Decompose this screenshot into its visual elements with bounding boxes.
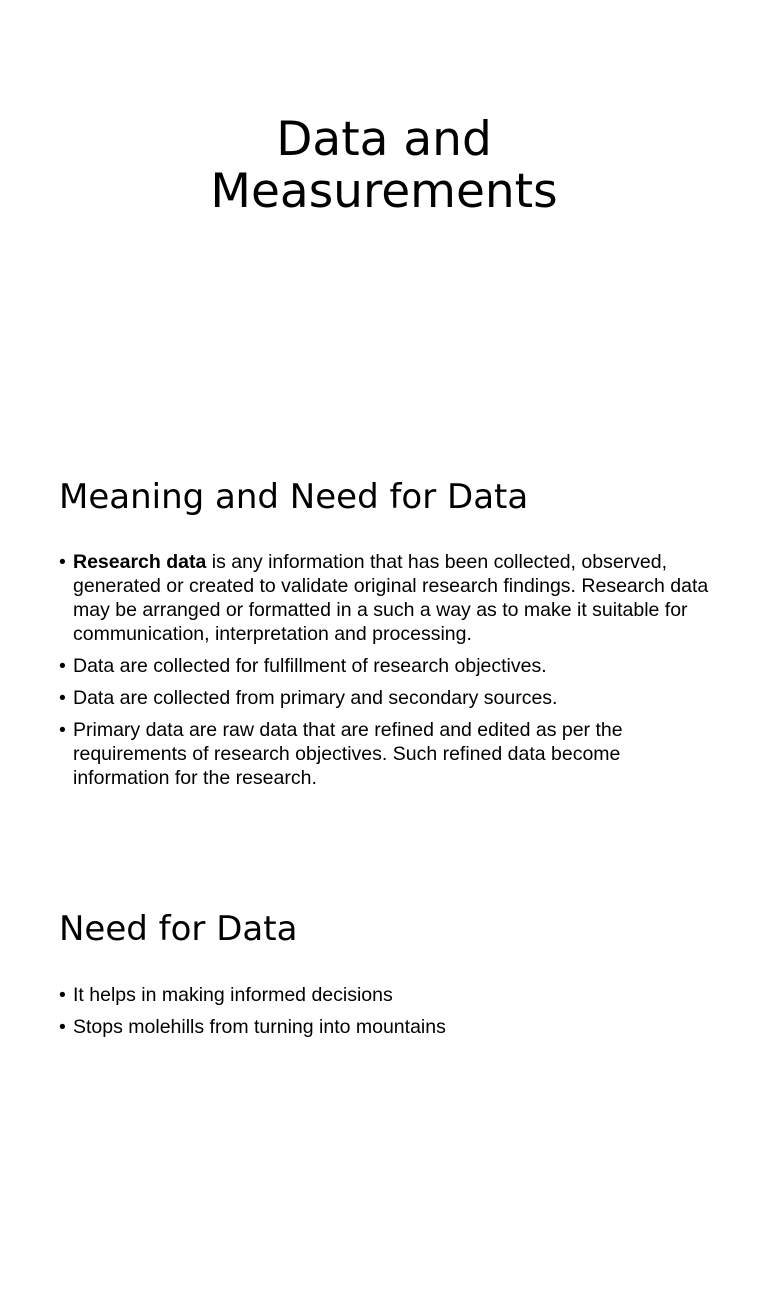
bullet-text: Data are collected from primary and secondary sources. [73,687,558,709]
bullet-marker: • [59,551,66,573]
bullet-list [59,983,709,1047]
bullet-marker: • [59,719,66,741]
bullet-text: Stops molehills from turning into mountains [73,1016,446,1038]
slide-heading: Meaning and Need for Data [59,477,529,517]
bullet-item [59,686,709,710]
title-line-2: Measurements [210,164,558,219]
bullet-text: Data are collected for fulfillment of research objectives. [73,655,547,677]
slide-heading: Need for Data [59,909,298,949]
bullet-text: Primary data are raw data that are refined and edited as per the requirements of research objectives. Such refined data become information for the research. [73,719,623,789]
bullet-marker: • [59,687,66,709]
slide-need-for-data [0,864,768,1296]
bullet-item [59,550,709,646]
bullet-bold-term: Research data [73,551,207,573]
slide-meaning-and-need [0,432,768,864]
presentation-title [0,114,768,218]
title-line-1: Data and [276,112,492,167]
bullet-marker: • [59,984,66,1006]
bullet-item [59,1015,709,1039]
bullet-item [59,654,709,678]
bullet-marker: • [59,1016,66,1038]
slide-title [0,0,768,432]
bullet-list [59,550,709,798]
bullet-item [59,983,709,1007]
bullet-marker: • [59,655,66,677]
bullet-text: is any information that has been collected, observed, generated or created to validate original research findings. Research data may be arranged or formatted in a such a way as to make it suitable for communication, interpretation and processing. [73,551,709,645]
bullet-item [59,718,709,790]
bullet-text: It helps in making informed decisions [73,984,393,1006]
